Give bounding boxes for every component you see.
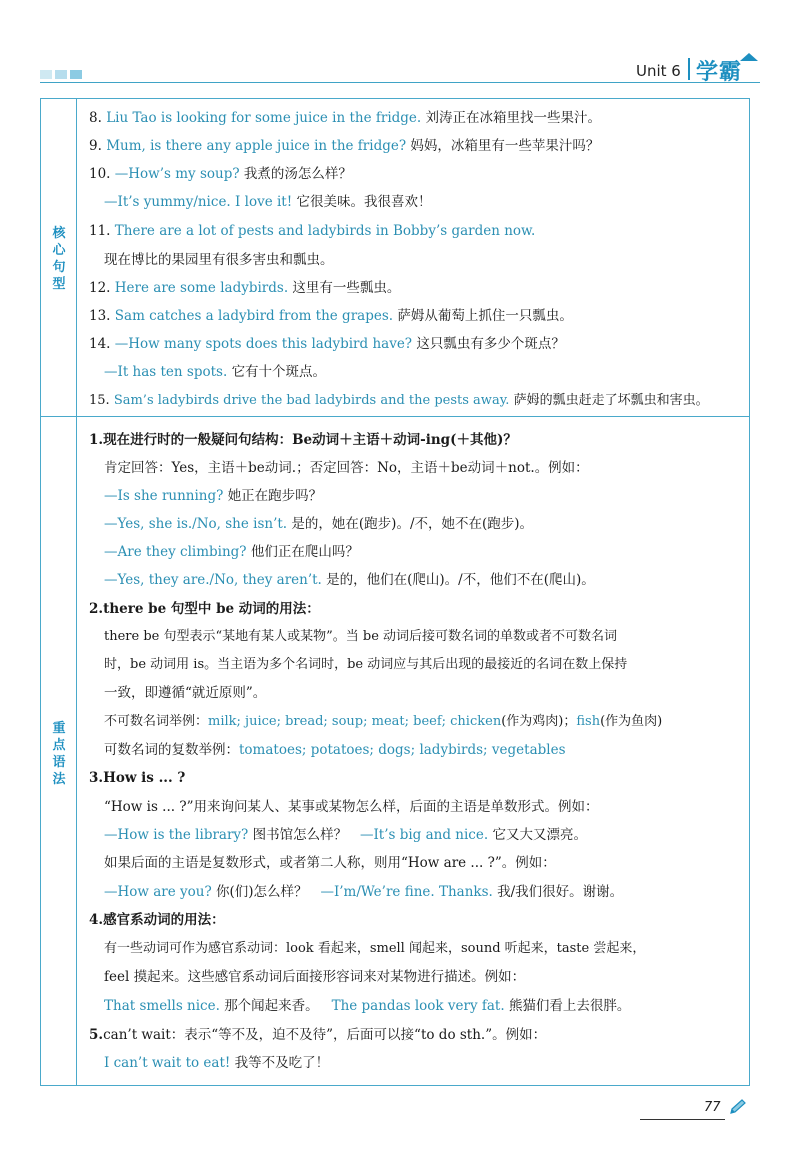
sentence-11-translation: 现在博比的果园里有很多害虫和瓢虫。 [104,252,334,268]
grammar-1-example-3: —Are they climbing? 他们正在爬山吗？ [104,544,359,560]
grammar-2-text-2: 时，be 动词用 is。当主语为多个名词时，be 动词应与其后出现的最接近的名词在数上保持 [104,657,628,672]
grammar-5-example: I can’t wait to eat! 我等不及吃了！ [104,1055,330,1071]
header-separator [688,58,690,80]
sentence-15: 15. Sam’s ladybirds drive the bad ladybirds and the pests away. 萨姆的瓢虫赶走了坏瓢虫和害虫。 [89,393,709,408]
grammar-4-text-2: feel 摸起来。这些感官系动词后面接形容词来对某物进行描述。例如： [104,969,526,985]
sentence-14: 14. —How many spots does this ladybird have? 这只瓢虫有多少个斑点？ [89,336,565,352]
footer-rule [640,1119,725,1120]
section-label-grammar: 重点语法 [52,721,66,787]
sentence-14-answer: —It has ten spots. 它有十个斑点。 [104,364,327,380]
grammar-2-uncountable: 不可数名词举例：milk; juice; bread; soup; meat; beef; chicken(作为鸡肉)；fish(作为鱼肉) [104,714,663,729]
brand-logo: 学霸 [696,60,743,85]
grammar-3-example-2: —How are you? 你(们)怎么样？ —I’m/We’re fine. Thanks. 我/我们很好。谢谢。 [104,884,624,900]
grammar-4-example: That smells nice. 那个闻起来香。 The pandas look very fat. 熊猫们看上去很胖。 [104,998,631,1014]
grammar-5-heading: 5.can’t wait：表示“等不及，迫不及待”，后面可以接“to do sth.”。例如： [89,1027,547,1043]
sentence-10-answer: —It’s yummy/nice. I love it! 它很美味。我很喜欢！ [104,194,432,210]
header-rule [40,82,760,83]
sentence-11: 11. There are a lot of pests and ladybirds in Bobby’s garden now. [89,223,536,239]
page-number: 77 [704,1100,721,1115]
row-divider [40,416,750,417]
pencil-icon [728,1098,748,1116]
grammar-2-heading: 2.there be 句型中 be 动词的用法： [89,601,320,617]
grammar-1-example-2: —Yes, she is./No, she isn’t. 是的，她在(跑步)。/不，她不在(跑步)。 [104,516,534,532]
sentence-13: 13. Sam catches a ladybird from the grapes. 萨姆从葡萄上抓住一只瓢虫。 [89,308,573,324]
content-table [40,98,750,1086]
column-divider [76,98,77,1086]
grammar-2-text-3: 一致，即遵循“就近原则”。 [104,685,267,701]
grammar-3-heading: 3.How is ... ? [89,770,186,786]
grammar-1-answer-rule: 肯定回答：Yes，主语＋be动词.；否定回答：No，主语＋be动词＋not.。例如： [104,460,589,476]
sentence-9: 9. Mum, is there any apple juice in the fridge? 妈妈，冰箱里有一些苹果汁吗？ [89,138,600,154]
header-decoration [40,70,82,79]
grammar-3-example-1: —How is the library? 图书馆怎么样？ —It’s big and nice. 它又大又漂亮。 [104,827,587,843]
grammar-1-example-1: —Is she running? 她正在跑步吗？ [104,488,323,504]
sentence-12: 12. Here are some ladybirds. 这里有一些瓢虫。 [89,280,401,296]
grammar-3-text-2: 如果后面的主语是复数形式，或者第二人称，则用“How are ... ?”。例如： [104,855,556,871]
unit-label: Unit 6 [636,62,681,80]
grammar-3-text: “How is ... ?”用来询问某人、某事或某物怎么样，后面的主语是单数形式。例如： [104,799,599,815]
grammar-1-heading: 1.现在进行时的一般疑问句结构：Be动词＋主语＋动词-ing(＋其他)？ [89,432,517,448]
sentence-10: 10. —How’s my soup? 我煮的汤怎么样？ [89,166,352,182]
section-label-key-sentences: 核心句型 [52,226,66,292]
sentence-8: 8. Liu Tao is looking for some juice in the fridge. 刘涛正在冰箱里找一些果汁。 [89,110,601,126]
graduation-cap-icon [740,53,758,61]
grammar-4-text-1: 有一些动词可作为感官系动词：look 看起来，smell 闻起来，sound 听起来，taste 尝起来， [104,941,646,956]
grammar-2-countable: 可数名词的复数举例：tomatoes; potatoes; dogs; ladybirds; vegetables [104,742,566,758]
grammar-2-text-1: there be 句型表示“某地有某人或某物”。当 be 动词后接可数名词的单数或者不可数名词 [104,629,618,644]
grammar-1-example-4: —Yes, they are./No, they aren’t. 是的，他们在(爬山)。/不，他们不在(爬山)。 [104,572,595,588]
grammar-4-heading: 4.感官系动词的用法： [89,912,225,928]
